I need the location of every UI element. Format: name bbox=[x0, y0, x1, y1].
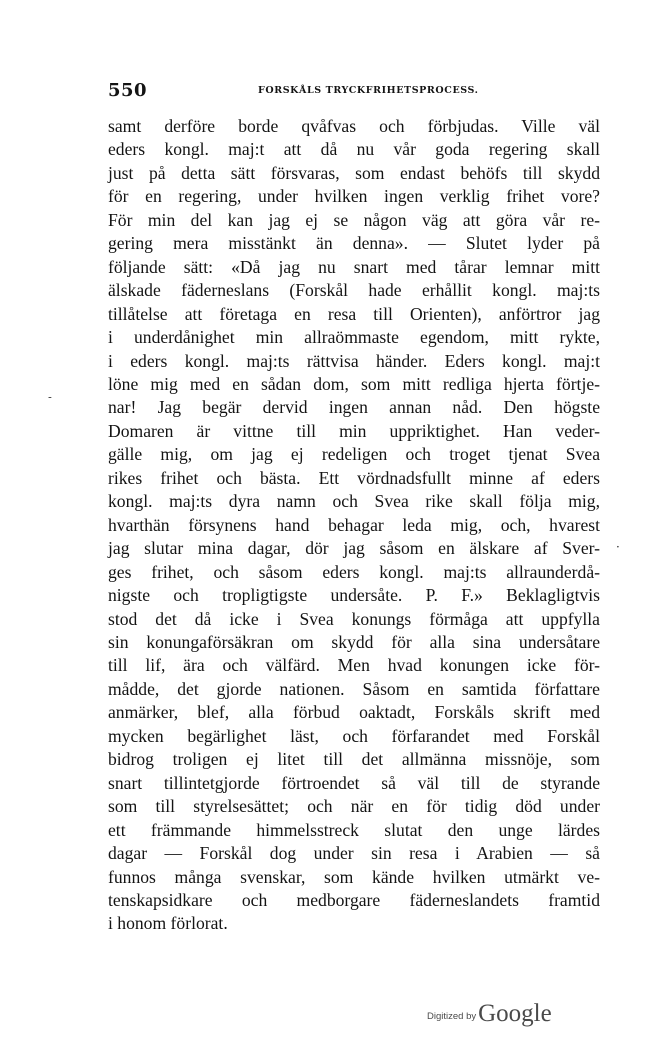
text-line: anmärker, blef, alla förbud oaktadt, Forskåls skrift med bbox=[108, 702, 600, 723]
text-line: eders kongl. maj:t att då nu vår goda regering skall bbox=[108, 139, 600, 160]
text-line: För min del kan jag ej se någon väg att göra vår re- bbox=[108, 209, 600, 230]
text-line: för en regering, under hvilken ingen verklig frihet vore? bbox=[108, 186, 600, 207]
text-line: nar! Jag begär dervid ingen annan nåd. Den högste bbox=[108, 397, 600, 418]
body-text bbox=[108, 115, 600, 936]
text-line: samt derföre borde qvåfvas och förbjudas. Ville väl bbox=[108, 116, 600, 136]
text-line: just på detta sätt försvaras, som endast behöfs till skydd bbox=[108, 162, 600, 183]
text-line: i eders kongl. maj:ts rättvisa händer. Eders kongl. maj:t bbox=[108, 350, 600, 371]
text-line: bidrog troligen ej litet till det allmänna missnöje, som bbox=[108, 749, 600, 770]
text-line: mådde, det gjorde nationen. Såsom en samtida författare bbox=[108, 678, 600, 699]
text-line: jag slutar mina dagar, dör jag såsom en älskare af Sver- bbox=[108, 538, 600, 559]
text-line: funnos många svenskar, som kände hvilken utmärkt ve- bbox=[108, 866, 600, 887]
text-line: tillåtelse att företaga en resa till Orienten), anförtror jag bbox=[108, 303, 600, 324]
page-number: 550 bbox=[108, 80, 148, 101]
text-line: ett främmande himmelsstreck slutat den unge lärdes bbox=[108, 819, 600, 840]
google-logo: Google bbox=[478, 1000, 552, 1027]
text-line: stod det då icke i Svea konungs förmåga att uppfylla bbox=[108, 608, 600, 629]
margin-dot: ˗ bbox=[48, 390, 52, 404]
text-line: mycken begärlighet läst, och förfarandet med Forskål bbox=[108, 725, 600, 746]
text-line: ges frihet, och såsom eders kongl. maj:ts allraunderdå- bbox=[108, 561, 600, 582]
text-line: sin konungaförsäkran om skydd för alla sina undersåtare bbox=[108, 631, 600, 652]
margin-dot: · bbox=[616, 540, 620, 554]
text-line: i honom förlorat. bbox=[108, 913, 228, 934]
text-line: älskade fäderneslans (Forskål hade erhållit kongl. maj:ts bbox=[108, 280, 600, 301]
text-line: som till styrelsesättet; och när en för tidig död under bbox=[108, 796, 600, 817]
text-line: följande sätt: «Då jag nu snart med tårar lemnar mitt bbox=[108, 256, 600, 277]
text-line: kongl. maj:ts dyra namn och Svea rike skall följa mig, bbox=[108, 491, 600, 512]
text-line: snart tillintetgjorde förtroendet så väl till de styrande bbox=[108, 772, 600, 793]
text-line: nigste och tropligtigste undersåte. P. F.» Beklagligtvis bbox=[108, 585, 600, 606]
text-line: tenskapsidkare och medborgare fäderneslandets framtid bbox=[108, 889, 600, 910]
text-line: hvarthän försynens hand behagar leda mig, och, hvarest bbox=[108, 514, 600, 535]
text-line: dagar — Forskål dog under sin resa i Arabien — så bbox=[108, 843, 600, 864]
digitized-by-label: Digitized by bbox=[427, 1011, 477, 1022]
text-line: löne mig med en sådan dom, som mitt redliga hjerta förtje- bbox=[108, 373, 600, 394]
text-line: i underdånighet min allraömmaste egendom, mitt rykte, bbox=[108, 327, 600, 348]
text-line: rikes frihet och bästa. Ett vördnadsfullt minne af eders bbox=[108, 467, 600, 488]
digitization-stamp bbox=[427, 1000, 552, 1030]
text-line: gälle mig, om jag ej redeligen och troget tjenat Svea bbox=[108, 444, 600, 465]
text-line: gering mera misstänkt än denna». — Slutet lyder på bbox=[108, 233, 600, 254]
running-head: FORSKÅLS TRYCKFRIHETSPROCESS. bbox=[258, 85, 479, 96]
text-line: Domaren är vittne till min uppriktighet. Han veder- bbox=[108, 420, 600, 441]
text-line: till lif, ära och välfärd. Men hvad konungen icke för- bbox=[108, 655, 600, 676]
page-header bbox=[108, 80, 598, 104]
